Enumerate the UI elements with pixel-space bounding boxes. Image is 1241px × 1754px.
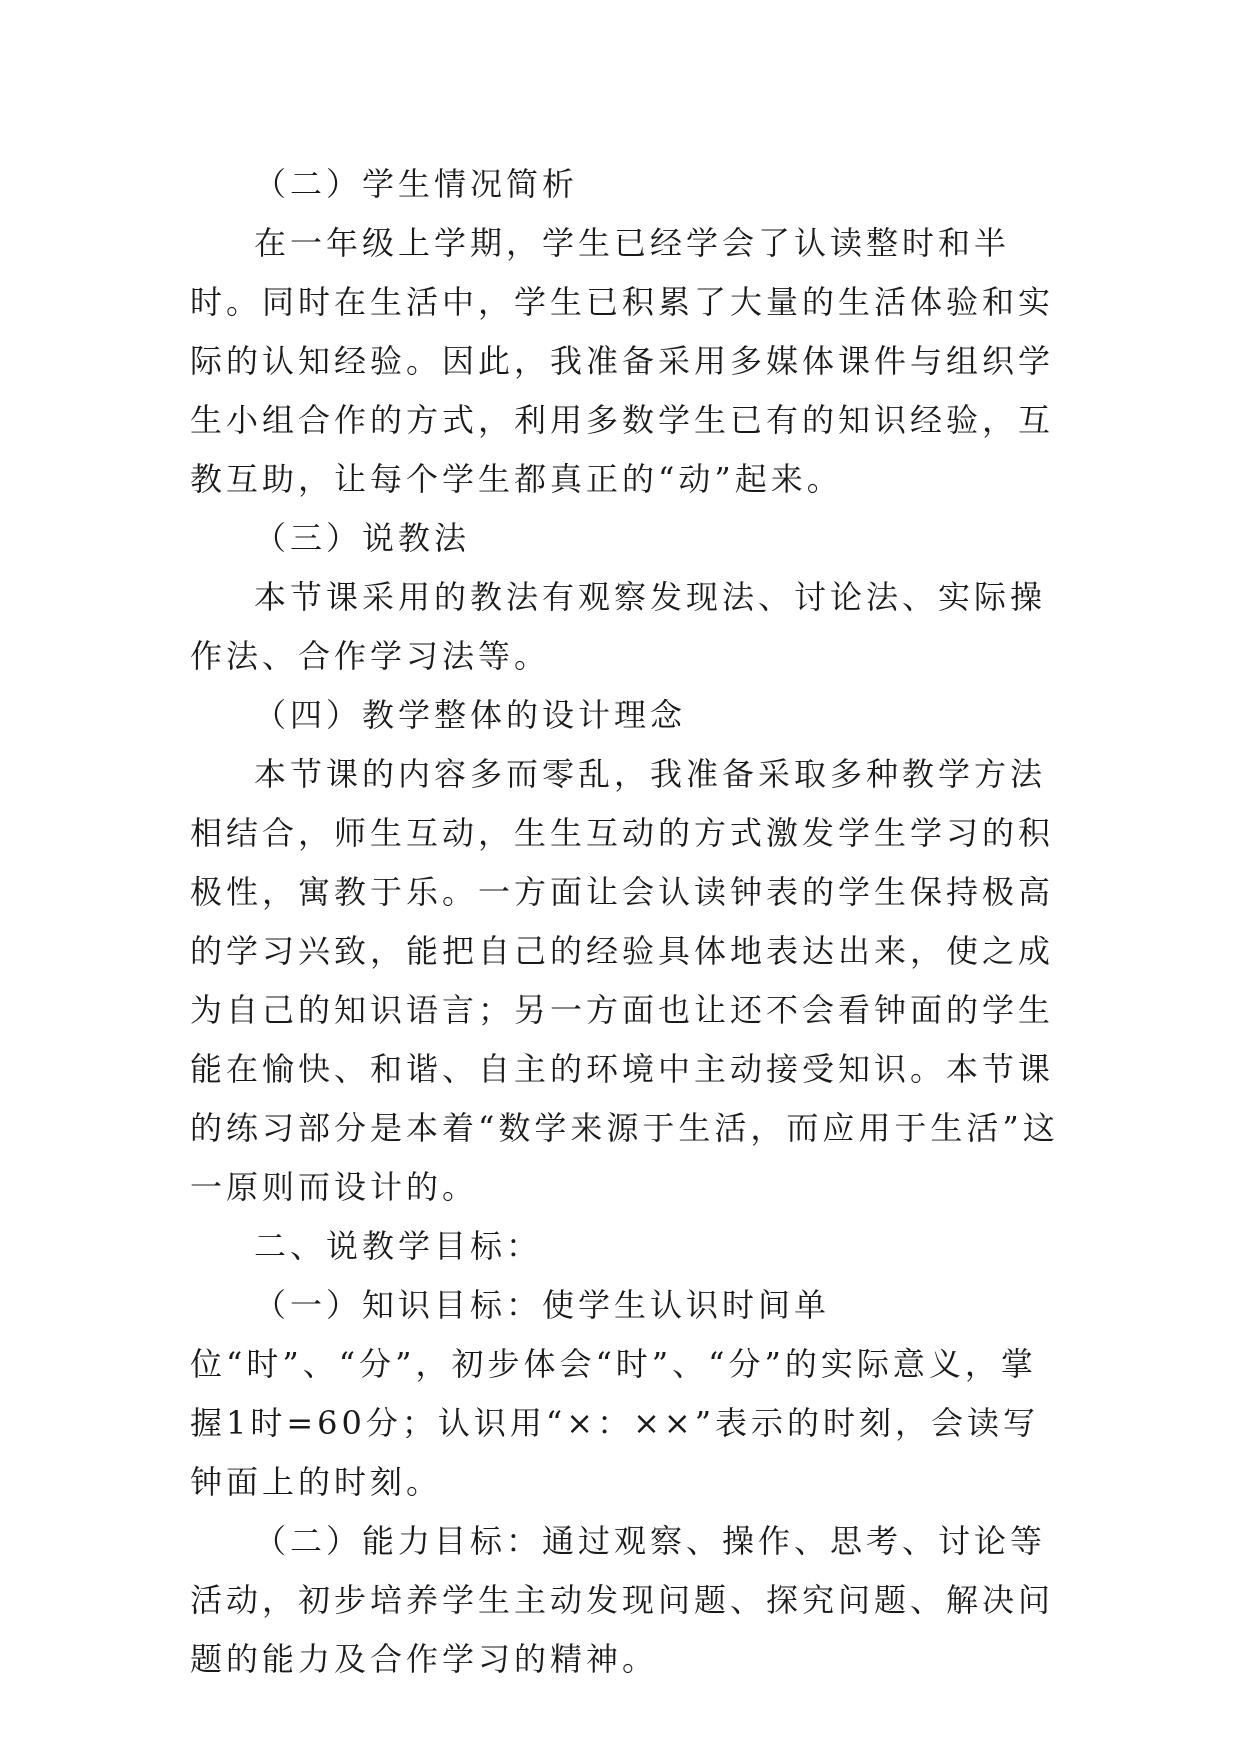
section-heading-teaching-method: （三）说教法 [254, 519, 471, 557]
paragraph-design-concept: 本节课的内容多而零乱，我准备采取多种教学方法相结合，师生互动，生生互动的方式激发学生学习的积极性，寓教于乐。一方面让会认读钟表的学生保持极高的学习兴致，能把自己的经验具体地表达出来，使之成为自己的知识语言；另一方面也让还不会看钟面的学生能在愉快、和谐、自主的环境中主动接受知识。本节课的练习部分是本着“数学来源于生活，而应用于生活”这一原则而设计的。 [190, 755, 1059, 1206]
paragraph-ability-goal: （二）能力目标：通过观察、操作、思考、讨论等活动，初步培养学生主动发现问题、探究问题、解决问题的能力及合作学习的精神。 [190, 1522, 1055, 1678]
paragraph-student-analysis: 在一年级上学期，学生已经学会了认读整时和半时。同时在生活中，学生已积累了大量的生活体验和实际的认知经验。因此，我准备采用多媒体课件与组织学生小组合作的方式，利用多数学生已有的知识经验，互教互助，让每个学生都真正的“动”起来。 [190, 224, 1055, 498]
section-heading-teaching-goals: 二、说教学目标： [254, 1227, 543, 1265]
document-body [190, 155, 1060, 1689]
section-heading-design-concept: （四）教学整体的设计理念 [254, 696, 687, 734]
section-heading-student-analysis: （二）学生情况简析 [254, 165, 579, 203]
paragraph-teaching-method: 本节课采用的教法有观察发现法、讨论法、实际操作法、合作学习法等。 [190, 578, 1047, 675]
paragraph-knowledge-goal: （一）知识目标：使学生认识时间单位“时”、“分”，初步体会“时”、“分”的实际意义，掌握1时=60分；认识用“×：××”表示的时刻，会读写钟面上的时刻。 [190, 1286, 1040, 1501]
